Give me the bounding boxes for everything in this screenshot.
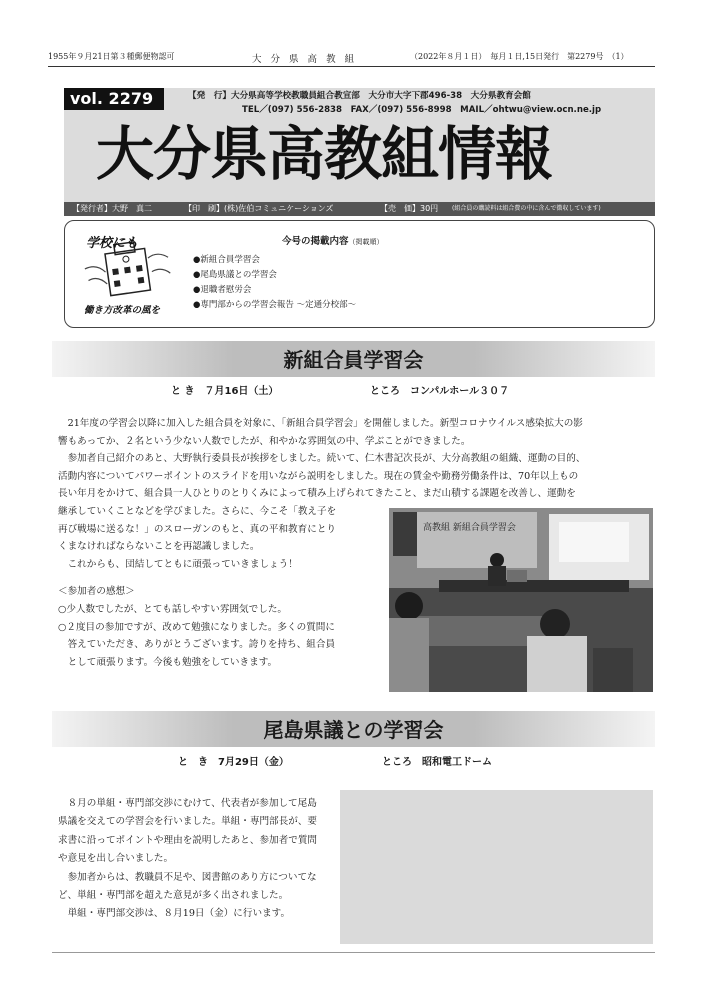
header-rule (48, 66, 655, 67)
text-line: 参加者からは、教職員不足や、図書館のあり方についてな (58, 871, 317, 883)
text-line: 求書に沿ってポイントや理由を説明したあと、参加者で質問 (58, 834, 318, 846)
contents-item: ●退職者慰労会 (193, 285, 252, 295)
article1-body (58, 415, 585, 503)
footer-rule (52, 952, 655, 953)
text-line: 再び戦場に送るな！」のスローガンのもと、真の平和教育にとり (58, 523, 337, 535)
article1-title: 新組合員学習会 (283, 348, 424, 372)
text-line: くまなければならないことを再認識しました。 (58, 541, 260, 553)
text-line: 長い年月をかけて、組合員一人ひとりのとりくみによって積み上げられてきたこと、まだ山積する課題を改善し、運動を (58, 488, 576, 500)
publisher-line: 【発 行】大分県高等学校教職員組合教宣部 大分市大字下郡496-38 大分県教育会館 (188, 91, 531, 101)
contents-heading-note: （掲載順） (348, 238, 384, 246)
spacer (58, 573, 336, 583)
contents-heading (282, 233, 384, 247)
contents-heading-text: 今号の掲載内容 (282, 236, 349, 247)
article2-title: 尾島県議との学習会 (263, 718, 444, 742)
article1-column (58, 503, 336, 671)
text-line: 単組・専門部交渉は、８月19日（金）に行います。 (58, 908, 291, 920)
text-line: これからも、団結してともに頑張っていきましょう！ (58, 558, 298, 570)
meeting-photo (389, 508, 653, 692)
photo-sign: 高教組 新組合員学習会 (423, 523, 516, 533)
text-line: 県議を交えての学習会を行いました。単組・専門部長が、要 (58, 816, 318, 828)
text-line: 継承していくことなどを学びました。さらに、今こそ「教え子を (58, 506, 337, 517)
text-line: ○２度目の参加ですが、改めて勉強になりました。多くの質問に (58, 621, 335, 633)
text-line: ど、単組・専門部を超えた意見が多く出されました。 (58, 890, 289, 902)
text-line: として頑張ります。今後も勉強をしていきます。 (58, 656, 278, 668)
text-line: ○少人数でしたが、とても話しやすい雰囲気でした。 (58, 603, 288, 615)
volume-badge: vol. 2279 (64, 88, 164, 110)
text-line: 響もあってか、２名という少ない人数でしたが、和やかな雰囲気の中、学ぶことができました。 (58, 435, 471, 447)
printer: 【印 刷】(株)佐伯コミュニケーションズ (184, 204, 334, 213)
article1-venue: ところ コンパルホール３０７ (370, 386, 510, 397)
logo-text-top: 学校にも (86, 236, 139, 251)
text-line: 答えていただき、ありがとうございます。誇りを持ち、組合員 (58, 639, 336, 651)
text-line: 参加者自己紹介のあと、大野執行委員長が挨拶をしました。続いて、仁木書記次長が、大分高教組の組織、運動の目的、 (58, 453, 586, 465)
issuer: 【発行者】大野 真二 (72, 204, 152, 213)
contents-item: ●専門部からの学習会報告 〜定通分校部〜 (193, 300, 357, 310)
image-placeholder (340, 790, 653, 944)
campaign-logo (82, 229, 174, 319)
text-line: ８月の単組・専門部交渉にむけて、代表者が参加して尾島 (58, 798, 317, 809)
article2-body (58, 795, 317, 924)
newsletter-title: 大分県高教組情報 (96, 120, 553, 188)
logo-text-bottom: 働き方改革の風を (84, 305, 161, 316)
price-note: (組合員の購読料は組合費の中に含んで徴収しています) (452, 205, 601, 212)
impressions-heading: ＜参加者の感想＞ (58, 586, 135, 598)
authorization-note: 1955年９月21日第３種郵便物認可 (48, 52, 175, 61)
issue-info: （2022年８月１日） 毎月１日,15日発行 第2279号 （1） (410, 52, 629, 61)
contact-line: TEL／(097) 556-2838 FAX／(097) 556-8998 MAIL／ohtwu@view.ocn.ne.jp (242, 105, 602, 115)
text-line: 21年度の学習会以降に加入した組合員を対象に、「新組合員学習会」を開催しました。新型コロナウイルス感染拡大の影 (58, 418, 583, 429)
article2-venue: ところ 昭和電工ドーム (382, 757, 492, 768)
text-line: 活動内容についてパワーポイントのスライドを用いながら説明をしました。現在の賃金や勤務労働条件は、70年以上もの (58, 470, 579, 482)
article1-date: と き ７月16日（土） (171, 386, 279, 397)
header-org-name: 大 分 県 高 教 組 (252, 54, 358, 65)
contents-item: ●尾島県議との学習会 (193, 270, 277, 280)
article2-date: と き 7月29日（金） (178, 757, 289, 768)
price: 【売 価】30円 (380, 204, 439, 213)
masthead-info-bar (64, 202, 655, 216)
text-line: や意見を出し合いました。 (58, 853, 174, 865)
contents-item: ●新組合員学習会 (193, 255, 260, 265)
